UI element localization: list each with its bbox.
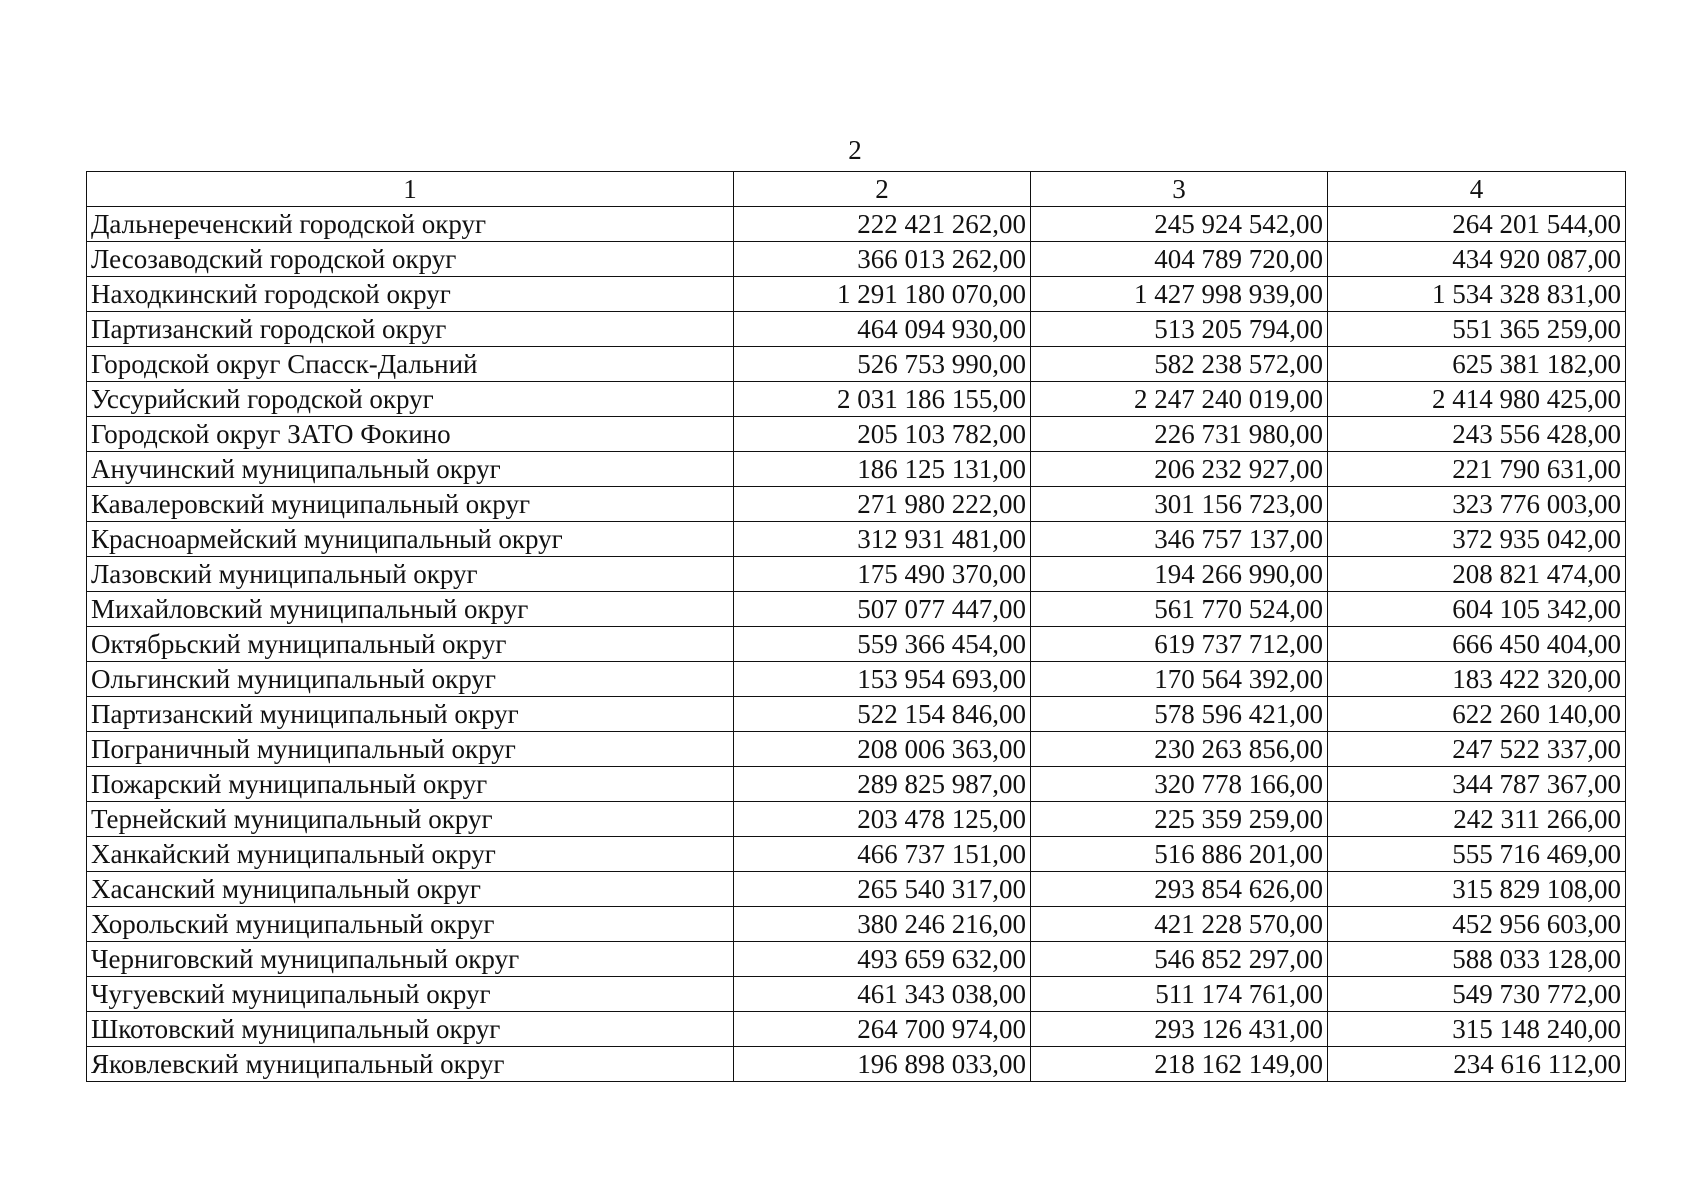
municipality-name-cell: Хасанский муниципальный округ [87,872,734,907]
table-row [87,1012,1626,1047]
municipality-name-cell: Дальнереченский городской округ [87,207,734,242]
value-column-4-cell: 666 450 404,00 [1328,627,1626,662]
column-header-1: 1 [87,172,734,207]
value-column-4-cell: 551 365 259,00 [1328,312,1626,347]
value-column-2-cell: 1 291 180 070,00 [734,277,1031,312]
value-column-2-cell: 366 013 262,00 [734,242,1031,277]
value-column-4-cell: 208 821 474,00 [1328,557,1626,592]
table-row [87,627,1626,662]
value-column-2-cell: 153 954 693,00 [734,662,1031,697]
municipality-name-cell: Находкинский городской округ [87,277,734,312]
value-column-4-cell: 183 422 320,00 [1328,662,1626,697]
municipality-name-cell: Партизанский городской округ [87,312,734,347]
value-column-2-cell: 203 478 125,00 [734,802,1031,837]
table-row [87,417,1626,452]
municipality-name-cell: Черниговский муниципальный округ [87,942,734,977]
table-row [87,732,1626,767]
value-column-3-cell: 404 789 720,00 [1031,242,1328,277]
value-column-4-cell: 2 414 980 425,00 [1328,382,1626,417]
table-row [87,872,1626,907]
value-column-4-cell: 625 381 182,00 [1328,347,1626,382]
municipality-name-cell: Чугуевский муниципальный округ [87,977,734,1012]
value-column-3-cell: 619 737 712,00 [1031,627,1328,662]
table-header-row [87,172,1626,207]
value-column-2-cell: 205 103 782,00 [734,417,1031,452]
municipality-name-cell: Хорольский муниципальный округ [87,907,734,942]
municipality-name-cell: Шкотовский муниципальный округ [87,1012,734,1047]
value-column-2-cell: 186 125 131,00 [734,452,1031,487]
value-column-3-cell: 1 427 998 939,00 [1031,277,1328,312]
table-row [87,662,1626,697]
value-column-2-cell: 493 659 632,00 [734,942,1031,977]
value-column-3-cell: 516 886 201,00 [1031,837,1328,872]
value-column-3-cell: 230 263 856,00 [1031,732,1328,767]
value-column-4-cell: 452 956 603,00 [1328,907,1626,942]
value-column-3-cell: 320 778 166,00 [1031,767,1328,802]
municipality-name-cell: Октябрьский муниципальный округ [87,627,734,662]
budget-table [86,171,1626,1082]
value-column-3-cell: 561 770 524,00 [1031,592,1328,627]
column-header-2: 2 [734,172,1031,207]
value-column-2-cell: 222 421 262,00 [734,207,1031,242]
table-row [87,522,1626,557]
municipality-name-cell: Уссурийский городской округ [87,382,734,417]
value-column-4-cell: 588 033 128,00 [1328,942,1626,977]
value-column-3-cell: 582 238 572,00 [1031,347,1328,382]
table-row [87,242,1626,277]
value-column-3-cell: 293 126 431,00 [1031,1012,1328,1047]
table-row [87,1047,1626,1082]
table-row [87,837,1626,872]
value-column-2-cell: 466 737 151,00 [734,837,1031,872]
page-number: 2 [848,135,862,165]
value-column-2-cell: 522 154 846,00 [734,697,1031,732]
value-column-3-cell: 170 564 392,00 [1031,662,1328,697]
value-column-3-cell: 513 205 794,00 [1031,312,1328,347]
value-column-2-cell: 461 343 038,00 [734,977,1031,1012]
value-column-4-cell: 323 776 003,00 [1328,487,1626,522]
municipality-name-cell: Тернейский муниципальный округ [87,802,734,837]
municipality-name-cell: Анучинский муниципальный округ [87,452,734,487]
municipality-name-cell: Яковлевский муниципальный округ [87,1047,734,1082]
value-column-3-cell: 546 852 297,00 [1031,942,1328,977]
value-column-4-cell: 549 730 772,00 [1328,977,1626,1012]
value-column-3-cell: 206 232 927,00 [1031,452,1328,487]
municipality-name-cell: Городской округ ЗАТО Фокино [87,417,734,452]
value-column-3-cell: 511 174 761,00 [1031,977,1328,1012]
table-row [87,452,1626,487]
value-column-4-cell: 622 260 140,00 [1328,697,1626,732]
municipality-name-cell: Пограничный муниципальный округ [87,732,734,767]
value-column-2-cell: 289 825 987,00 [734,767,1031,802]
table-row [87,207,1626,242]
table-row [87,697,1626,732]
municipality-name-cell: Кавалеровский муниципальный округ [87,487,734,522]
table-row [87,382,1626,417]
table-row [87,312,1626,347]
table-row [87,487,1626,522]
value-column-2-cell: 380 246 216,00 [734,907,1031,942]
municipality-name-cell: Ольгинский муниципальный округ [87,662,734,697]
value-column-2-cell: 559 366 454,00 [734,627,1031,662]
municipality-name-cell: Красноармейский муниципальный округ [87,522,734,557]
value-column-4-cell: 315 829 108,00 [1328,872,1626,907]
column-header-3: 3 [1031,172,1328,207]
municipality-name-cell: Михайловский муниципальный округ [87,592,734,627]
municipality-name-cell: Пожарский муниципальный округ [87,767,734,802]
value-column-4-cell: 221 790 631,00 [1328,452,1626,487]
value-column-4-cell: 555 716 469,00 [1328,837,1626,872]
value-column-4-cell: 604 105 342,00 [1328,592,1626,627]
value-column-4-cell: 1 534 328 831,00 [1328,277,1626,312]
value-column-4-cell: 242 311 266,00 [1328,802,1626,837]
column-header-4: 4 [1328,172,1626,207]
value-column-3-cell: 346 757 137,00 [1031,522,1328,557]
table-row [87,767,1626,802]
value-column-3-cell: 293 854 626,00 [1031,872,1328,907]
municipality-name-cell: Ханкайский муниципальный округ [87,837,734,872]
value-column-3-cell: 578 596 421,00 [1031,697,1328,732]
value-column-4-cell: 315 148 240,00 [1328,1012,1626,1047]
value-column-2-cell: 208 006 363,00 [734,732,1031,767]
value-column-3-cell: 2 247 240 019,00 [1031,382,1328,417]
value-column-4-cell: 434 920 087,00 [1328,242,1626,277]
table-row [87,592,1626,627]
table-row [87,907,1626,942]
value-column-2-cell: 2 031 186 155,00 [734,382,1031,417]
value-column-3-cell: 421 228 570,00 [1031,907,1328,942]
value-column-2-cell: 312 931 481,00 [734,522,1031,557]
value-column-3-cell: 226 731 980,00 [1031,417,1328,452]
municipality-name-cell: Лесозаводский городской округ [87,242,734,277]
table-row [87,942,1626,977]
value-column-4-cell: 243 556 428,00 [1328,417,1626,452]
value-column-2-cell: 271 980 222,00 [734,487,1031,522]
value-column-2-cell: 507 077 447,00 [734,592,1031,627]
value-column-4-cell: 264 201 544,00 [1328,207,1626,242]
value-column-2-cell: 196 898 033,00 [734,1047,1031,1082]
value-column-2-cell: 464 094 930,00 [734,312,1031,347]
value-column-3-cell: 194 266 990,00 [1031,557,1328,592]
value-column-4-cell: 344 787 367,00 [1328,767,1626,802]
table-body [87,172,1626,1082]
municipality-name-cell: Городской округ Спасск-Дальний [87,347,734,382]
municipality-name-cell: Партизанский муниципальный округ [87,697,734,732]
municipality-name-cell: Лазовский муниципальный округ [87,557,734,592]
value-column-3-cell: 218 162 149,00 [1031,1047,1328,1082]
value-column-3-cell: 301 156 723,00 [1031,487,1328,522]
table-row [87,802,1626,837]
table-row [87,977,1626,1012]
table-row [87,347,1626,382]
value-column-3-cell: 225 359 259,00 [1031,802,1328,837]
value-column-2-cell: 175 490 370,00 [734,557,1031,592]
value-column-2-cell: 264 700 974,00 [734,1012,1031,1047]
value-column-4-cell: 372 935 042,00 [1328,522,1626,557]
table-row [87,277,1626,312]
value-column-2-cell: 526 753 990,00 [734,347,1031,382]
value-column-4-cell: 234 616 112,00 [1328,1047,1626,1082]
value-column-4-cell: 247 522 337,00 [1328,732,1626,767]
table-row [87,557,1626,592]
value-column-2-cell: 265 540 317,00 [734,872,1031,907]
value-column-3-cell: 245 924 542,00 [1031,207,1328,242]
